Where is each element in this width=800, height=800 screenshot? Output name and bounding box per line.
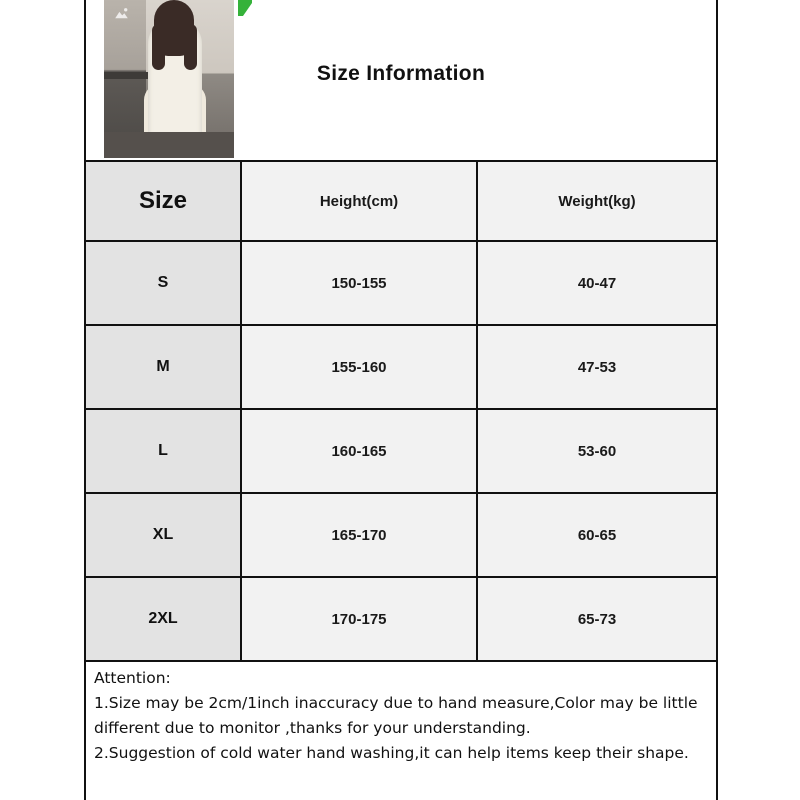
cell-height: 155-160 bbox=[242, 326, 478, 408]
cell-height: 165-170 bbox=[242, 494, 478, 576]
table-row bbox=[86, 326, 716, 410]
cell-size: S bbox=[86, 242, 242, 324]
table-header-row bbox=[86, 162, 716, 242]
attention-line-1: 1.Size may be 2cm/1inch inaccuracy due to hand measure,Color may be little bbox=[94, 694, 698, 712]
cell-size: L bbox=[86, 410, 242, 492]
photo-model-hair bbox=[154, 0, 194, 56]
size-chart-table-frame bbox=[84, 0, 718, 800]
cell-height: 160-165 bbox=[242, 410, 478, 492]
cell-weight: 53-60 bbox=[478, 410, 716, 492]
column-header-weight: Weight(kg) bbox=[478, 162, 716, 240]
table-row bbox=[86, 494, 716, 578]
cell-weight: 65-73 bbox=[478, 578, 716, 660]
attention-line-3: 2.Suggestion of cold water hand washing,it can help items keep their shape. bbox=[94, 744, 689, 762]
cell-size: M bbox=[86, 326, 242, 408]
image-placeholder-icon bbox=[113, 7, 130, 21]
column-header-height: Height(cm) bbox=[242, 162, 478, 240]
attention-notes bbox=[86, 662, 716, 800]
table-row bbox=[86, 410, 716, 494]
size-table bbox=[86, 162, 716, 662]
table-row bbox=[86, 242, 716, 326]
photo-floor bbox=[104, 132, 234, 158]
attention-heading: Attention: bbox=[94, 669, 171, 687]
table-row bbox=[86, 578, 716, 662]
cell-size: 2XL bbox=[86, 578, 242, 660]
page-title: Size Information bbox=[316, 62, 486, 85]
attention-line-2: different due to monitor ,thanks for your understanding. bbox=[94, 719, 531, 737]
chart-header bbox=[86, 0, 716, 162]
corner-marker-icon bbox=[238, 0, 252, 16]
cell-height: 150-155 bbox=[242, 242, 478, 324]
cell-size: XL bbox=[86, 494, 242, 576]
column-header-size: Size bbox=[86, 162, 242, 240]
cell-weight: 60-65 bbox=[478, 494, 716, 576]
cell-weight: 40-47 bbox=[478, 242, 716, 324]
cell-weight: 47-53 bbox=[478, 326, 716, 408]
cell-height: 170-175 bbox=[242, 578, 478, 660]
